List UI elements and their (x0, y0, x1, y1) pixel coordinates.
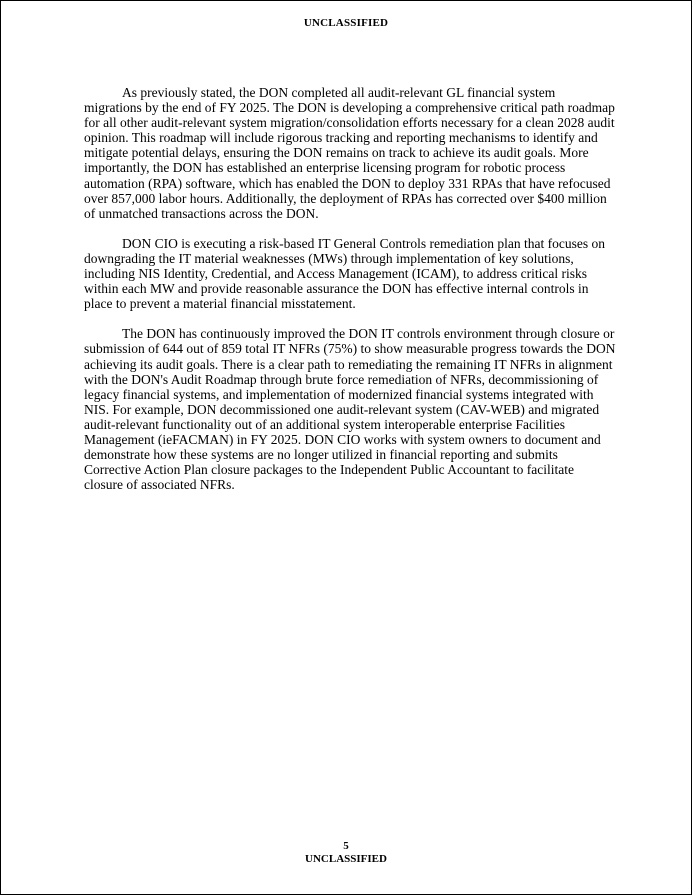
paragraph-itgc-remediation: DON CIO is executing a risk-based IT General Controls remediation plan that focuses on downgrading the IT material weaknesses (MWs) through implementation of key solutions, including NIS Identity, Credential, and Access Management (ICAM), to address critical risks within each MW and provide reasonable assurance the DON has effective internal controls in place to prevent a material financial misstatement. (84, 235, 606, 312)
paragraph-gl-migration: As previously stated, the DON completed all audit-relevant GL financial system migrations by the end of FY 2025. The DON is developing a comprehensive critical path roadmap for all other audit-relevant system migration/consolidation efforts necessary for a clean 2028 audit opinion. This roadmap will include rigorous tracking and reporting mechanisms to identify and mitigate potential delays, ensuring the DON remains on track to achieve its audit goals. More importantly, the DON has established an enterprise licensing program for robotic process automation (RPA) software, which has enabled the DON to deploy 331 RPAs that have refocused over 857,000 labor hours. Additionally, the deployment of RPAs has corrected over $400 million of unmatched transactions across the DON. (84, 85, 615, 221)
page-number: 5 (343, 840, 349, 852)
footer-classification-marking: UNCLASSIFIED (305, 853, 387, 865)
paragraph-it-controls-environment: The DON has continuously improved the DON IT controls environment through closure or submission of 644 out of 859 total IT NFRs (75%) to show measurable progress towards the DON achieving its audit goals. There is a clear path to remediating the remaining IT NFRs in alignment with the DON's Audit Roadmap through brute force remediation of NFRs, decommissioning of legacy financial systems, and implementation of modernized financial systems integrated with NIS. For example, DON decommissioned one audit-relevant system (CAV-WEB) and migrated audit-relevant functionality out of an additional system interoperable enterprise Facilities Management (ieFACMAN) in FY 2025. DON CIO works with system owners to document and demonstrate how these systems are no longer utilized in financial reporting and submits Corrective Action Plan closure packages to the Independent Public Accountant to facilitate closure of associated NFRs. (84, 326, 616, 493)
document-body (84, 85, 616, 507)
header-classification-marking: UNCLASSIFIED (303, 17, 389, 29)
